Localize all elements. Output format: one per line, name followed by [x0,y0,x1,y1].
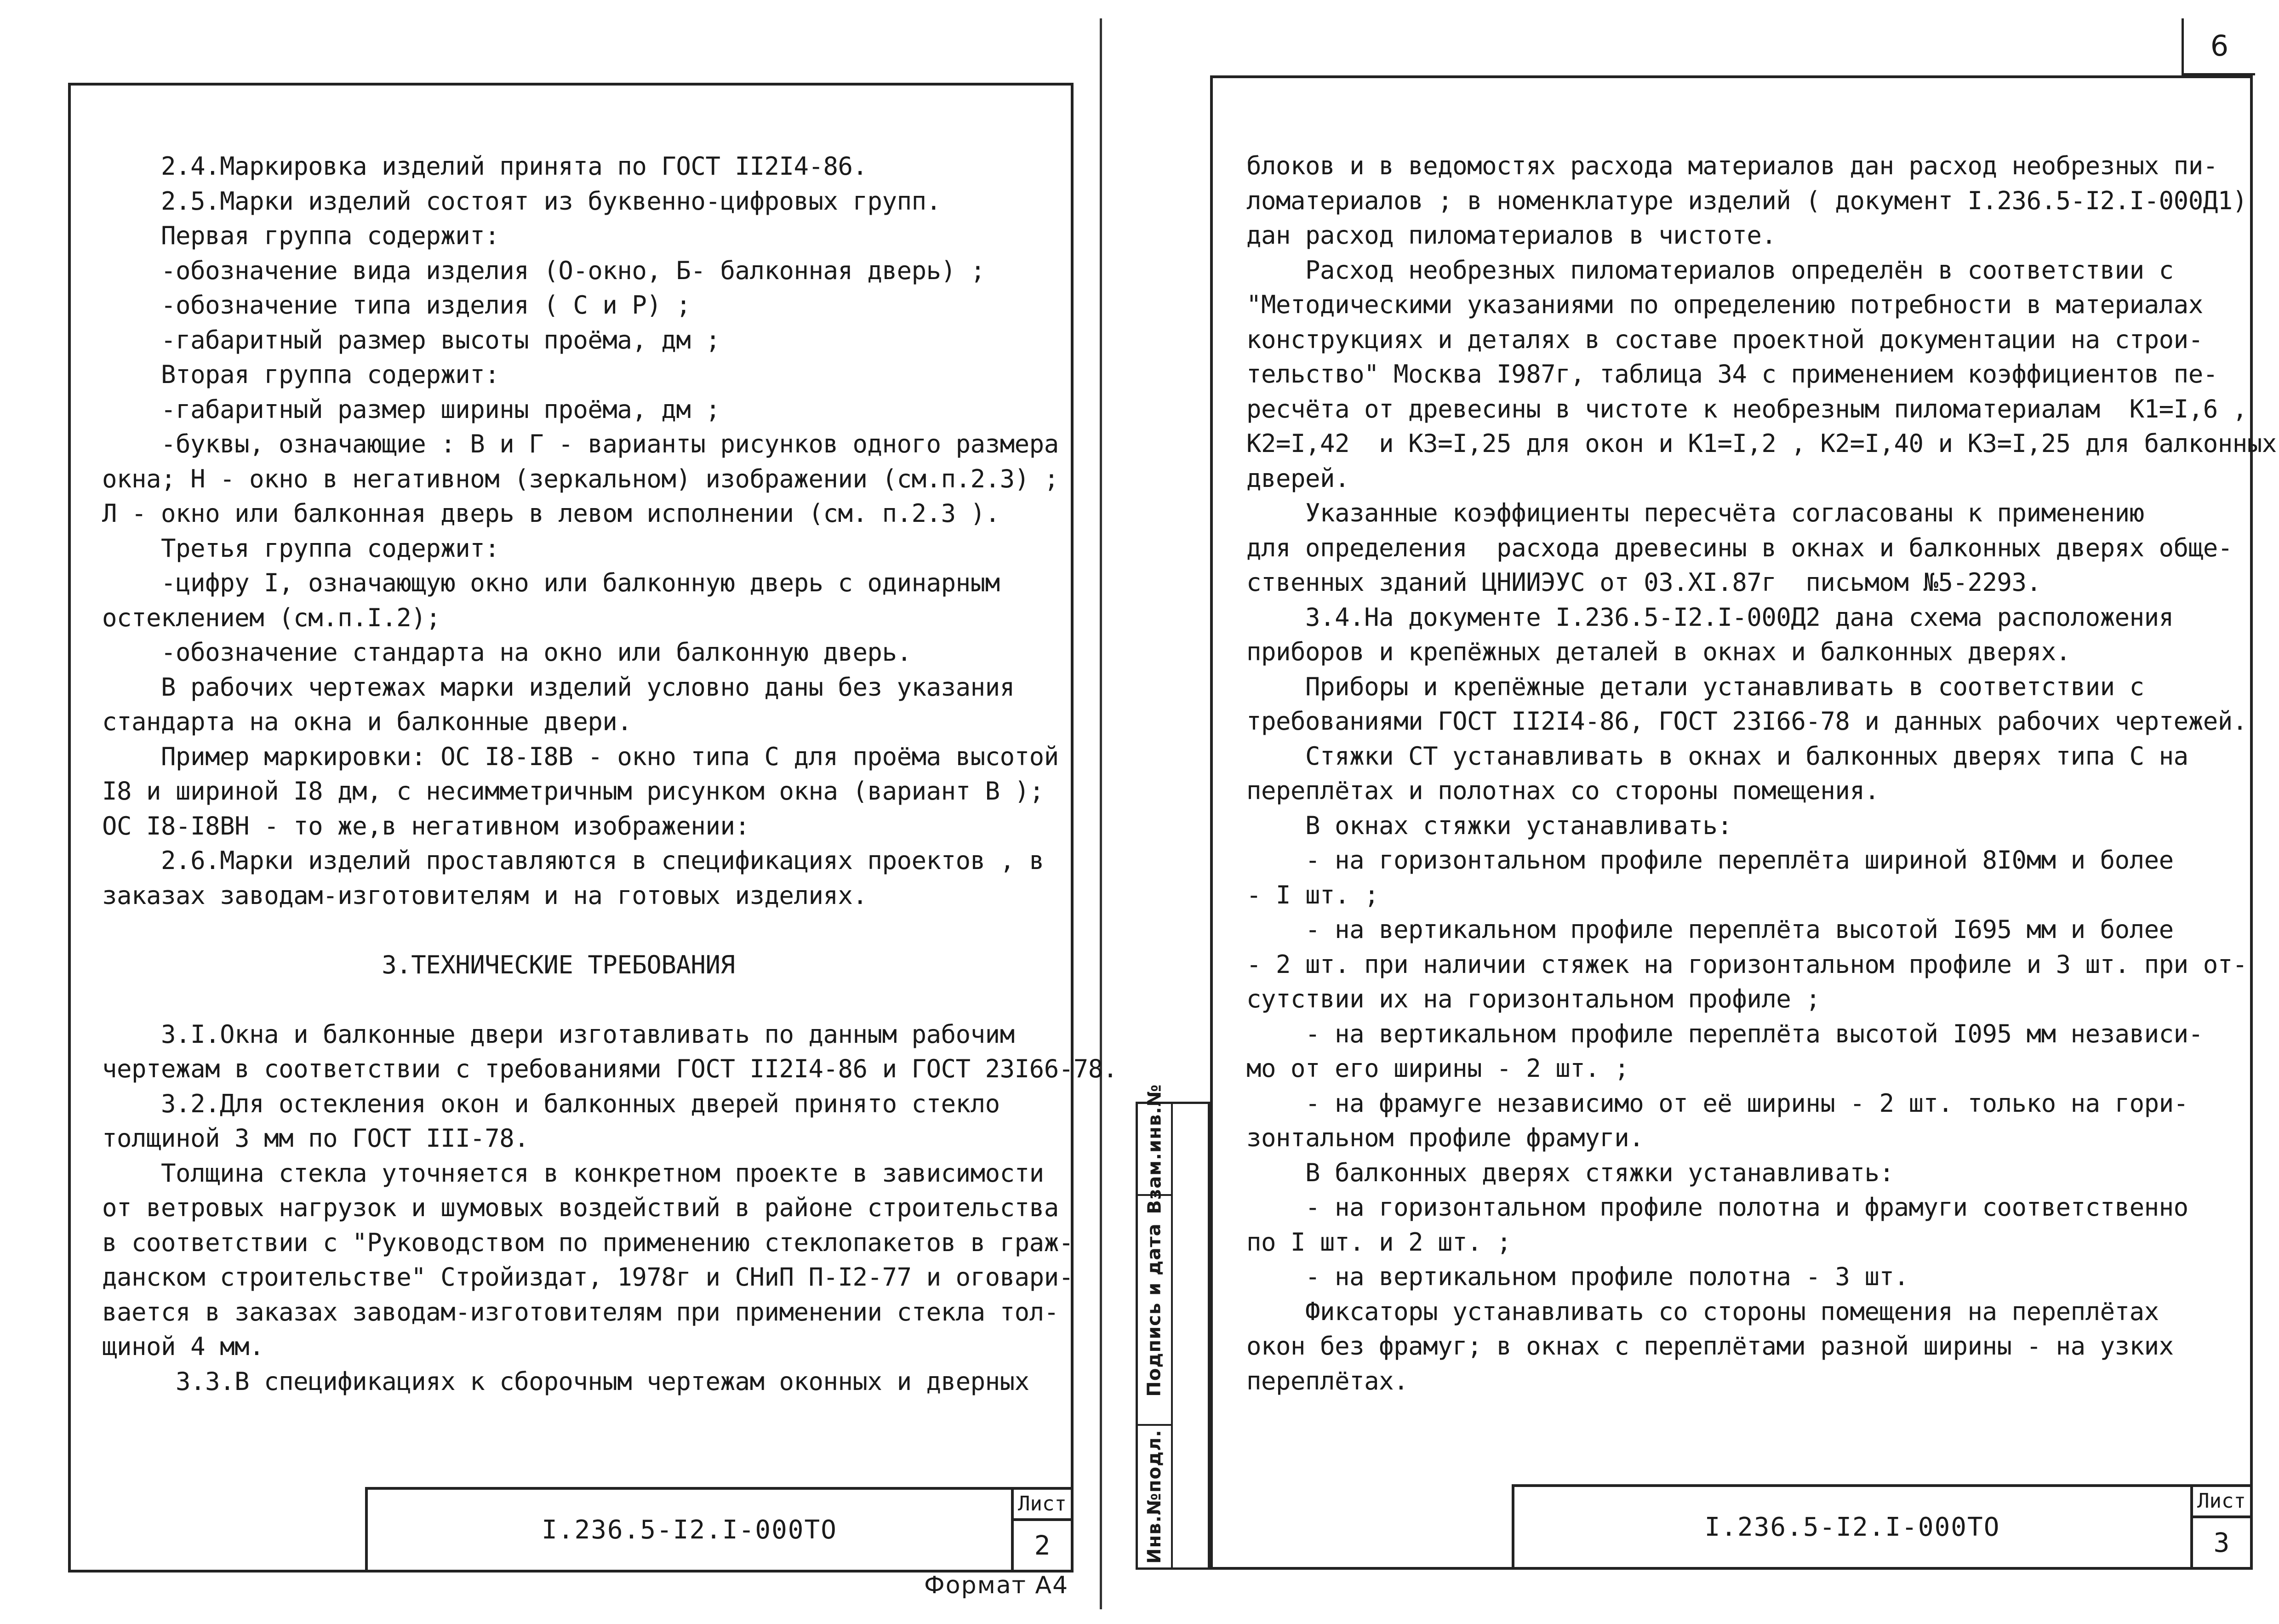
text-line: данском строительстве" Стройиздат, 1978г и СНиП П-I2-77 и оговари- [102,1263,1074,1292]
text-line: сутствии их на горизонтальном профиле ; [1246,984,1821,1013]
text-line: К2=I,42 и К3=I,25 для окон и К1=I,2 , К2=I,40 и К3=I,25 для балконных [1246,429,2277,458]
text-line: В рабочих чертежах марки изделий условно даны без указания [102,672,1015,702]
text-line: 2.6.Марки изделий проставляются в спецификациях проектов , в [102,846,1044,875]
text-line: конструкциях и деталях в составе проектной документации на строи- [1246,325,2203,354]
text-line: переплётах. [1246,1366,1409,1395]
text-line: тельство" Москва I987г, таблица 34 с применением коэффициентов пе- [1246,360,2218,389]
format-label: Формат А4 [924,1572,1069,1599]
document-code: I.236.5-I2.I-000ТО [542,1515,837,1545]
text-line: Третья группа содержит: [102,533,500,563]
text-line: от ветровых нагрузок и шумовых воздействий в районе строительства [102,1193,1059,1222]
text-line: вается в заказах заводам-изготовителям при применении стекла тол- [102,1297,1059,1327]
text-line: -габаритный размер высоты проёма, дм ; [102,325,720,355]
text-line: окна; Н - окно в негативном (зеркальном) изображении (см.п.2.3) ; [102,464,1059,493]
text-line: Указанные коэффициенты пересчёта согласованы к применению [1246,498,2144,527]
text-line: 2.5.Марки изделий состоят из буквенно-цифровых групп. [102,186,941,216]
text-line: остеклением (см.п.I.2); [102,603,441,632]
text-line: стандарта на окна и балконные двери. [102,707,632,736]
text-line: щиной 4 мм. [102,1332,264,1361]
stamp-inv-podl: Инв.№подл. [1144,1430,1165,1564]
text-line: - 2 шт. при наличии стяжек на горизонтальном профиле и 3 шт. при от- [1246,949,2247,979]
text-line: переплётах и полотнах со стороны помещения. [1246,776,1879,805]
text-line: - на горизонтальном профиле переплёта шириной 8I0мм и более [1246,846,2174,875]
page-number: 6 [2182,18,2255,75]
text-line: -обозначение стандарта на окно или балконную дверь. [102,638,912,667]
sheet-number: 2 [1034,1530,1051,1561]
text-line: -буквы, означающие : В и Г - варианты рисунков одного размера [102,429,1059,458]
sheet-cell [1011,1490,1071,1570]
text-line: ОС I8-I8ВН - то же,в негативном изображении: [102,811,750,841]
stamp-divider [1171,1104,1173,1567]
text-line: 3.3.В спецификациях к сборочным чертежам оконных и дверных [102,1367,1029,1396]
text-line: мо от его ширины - 2 шт. ; [1246,1054,1629,1083]
text-line: В окнах стяжки устанавливать: [1246,811,1732,840]
right-title-block [1512,1484,2250,1567]
text-line: I8 и шириной I8 дм, с несимметричным рисунком окна (вариант В ); [102,777,1044,806]
left-page-text [102,149,1118,1399]
text-line: - I шт. ; [1246,880,1379,909]
text-line: Первая группа содержит: [102,221,500,250]
text-line: - на вертикальном профиле полотна - 3 шт. [1246,1262,1909,1291]
text-line: - на вертикальном профиле переплёта высотой I695 мм и более [1246,915,2174,944]
stamp-podpis-data: Подпись и дата [1138,1196,1171,1426]
text-line: ресчёта от древесины в чистоте к необрезным пиломатериалам К1=I,6 , [1246,394,2247,423]
text-line: 2.4.Маркировка изделий принята по ГОСТ II2I4-86. [102,152,868,181]
text-line: заказах заводам-изготовителям и на готовых изделиях. [102,881,868,910]
document-code: I.236.5-I2.I-000ТО [1704,1512,2000,1542]
text-line: окон без фрамуг; в окнах с переплётами разной ширины - на узких [1246,1332,2174,1361]
sheet-number: 3 [2213,1527,2230,1558]
text-line: В балконных дверях стяжки устанавливать: [1246,1158,1894,1187]
text-line: Расход необрезных пиломатериалов определён в соответствии с [1246,255,2174,285]
text-line: Приборы и крепёжные детали устанавливать в соответствии с [1246,672,2144,701]
text-line: дверей. [1246,463,1350,493]
text-line: 3.4.На документе I.236.5-I2.I-000Д2 дана схема расположения [1246,602,2174,632]
text-line: требованиями ГОСТ II2I4-86, ГОСТ 23I66-78 и данных рабочих чертежей. [1246,707,2247,736]
text-line: 3.2.Для остекления окон и балконных дверей принято стекло [102,1089,1000,1118]
text-line: - на вертикальном профиле переплёта высотой I095 мм независи- [1246,1019,2203,1048]
right-page-text [1246,149,2277,1398]
text-line: -цифру I, означающую окно или балконную дверь с одинарным [102,568,1000,597]
sheet-cell [2190,1487,2250,1567]
text-line [102,913,1118,948]
text-line: Л - окно или балконная дверь в левом исполнении (см. п.2.3 ). [102,499,1000,528]
text-line: 3.I.Окна и балконные двери изготавливать по данным рабочим [102,1019,1015,1049]
text-line: Пример маркировки: ОС I8-I8В - окно типа С для проёма высотой [102,742,1059,771]
text-line: Толщина стекла уточняется в конкретном проекте в зависимости [102,1158,1044,1188]
text-line: по I шт. и 2 шт. ; [1246,1227,1512,1257]
text-line: -обозначение вида изделия (О-окно, Б- балконная дверь) ; [102,256,985,285]
text-line [102,982,1118,1017]
sheet-label: Лист [1014,1490,1071,1521]
approval-stamp [1136,1084,1210,1570]
text-line: чертежам в соответствии с требованиями ГОСТ II2I4-86 и ГОСТ 23I66-78. [102,1054,1118,1083]
text-line: Стяжки СТ устанавливать в окнах и балконных дверях типа С на [1246,741,2188,771]
left-page [68,83,1118,1573]
text-line: для определения расхода древесины в окнах и балконных дверях обще- [1246,533,2233,562]
text-line: толщиной 3 мм по ГОСТ III-78. [102,1124,529,1153]
text-line: зонтальном профиле фрамуги. [1246,1123,1644,1152]
text-line: -обозначение типа изделия ( С и Р) ; [102,291,691,320]
text-line: -габаритный размер ширины проёма, дм ; [102,395,720,424]
text-line: Фиксаторы устанавливать со стороны помещения на переплётах [1246,1297,2159,1326]
sheet-label: Лист [2193,1487,2250,1518]
text-line: "Методическими указаниями по определению потребности в материалах [1246,290,2203,319]
text-line: Вторая группа содержит: [102,360,500,389]
left-title-block [365,1487,1071,1570]
text-line: 3.ТЕХНИЧЕСКИЕ ТРЕБОВАНИЯ [102,950,735,979]
right-page [1210,75,2277,1570]
text-line: - на фрамуге независимо от её ширины - 2 шт. только на гори- [1246,1088,2188,1118]
stamp-vzam-inv: Взам.инв.№ [1138,1104,1171,1196]
text-line: дан расход пиломатериалов в чистоте. [1246,221,1776,250]
text-line: - на горизонтальном профиле полотна и фрамуги соответственно [1246,1193,2188,1222]
text-line: приборов и крепёжных деталей в окнах и балконных дверях. [1246,637,2071,666]
text-line: ственных зданий ЦНИИЭУС от 03.XI.87г письмом №5-2293. [1246,568,2041,597]
text-line: в соответствии с "Руководством по применению стеклопакетов в граж- [102,1228,1074,1257]
text-line: ломатериалов ; в номенклатуре изделий ( документ I.236.5-I2.I-000Д1) [1246,186,2247,215]
text-line: блоков и в ведомостях расхода материалов дан расход необрезных пи- [1246,151,2218,180]
